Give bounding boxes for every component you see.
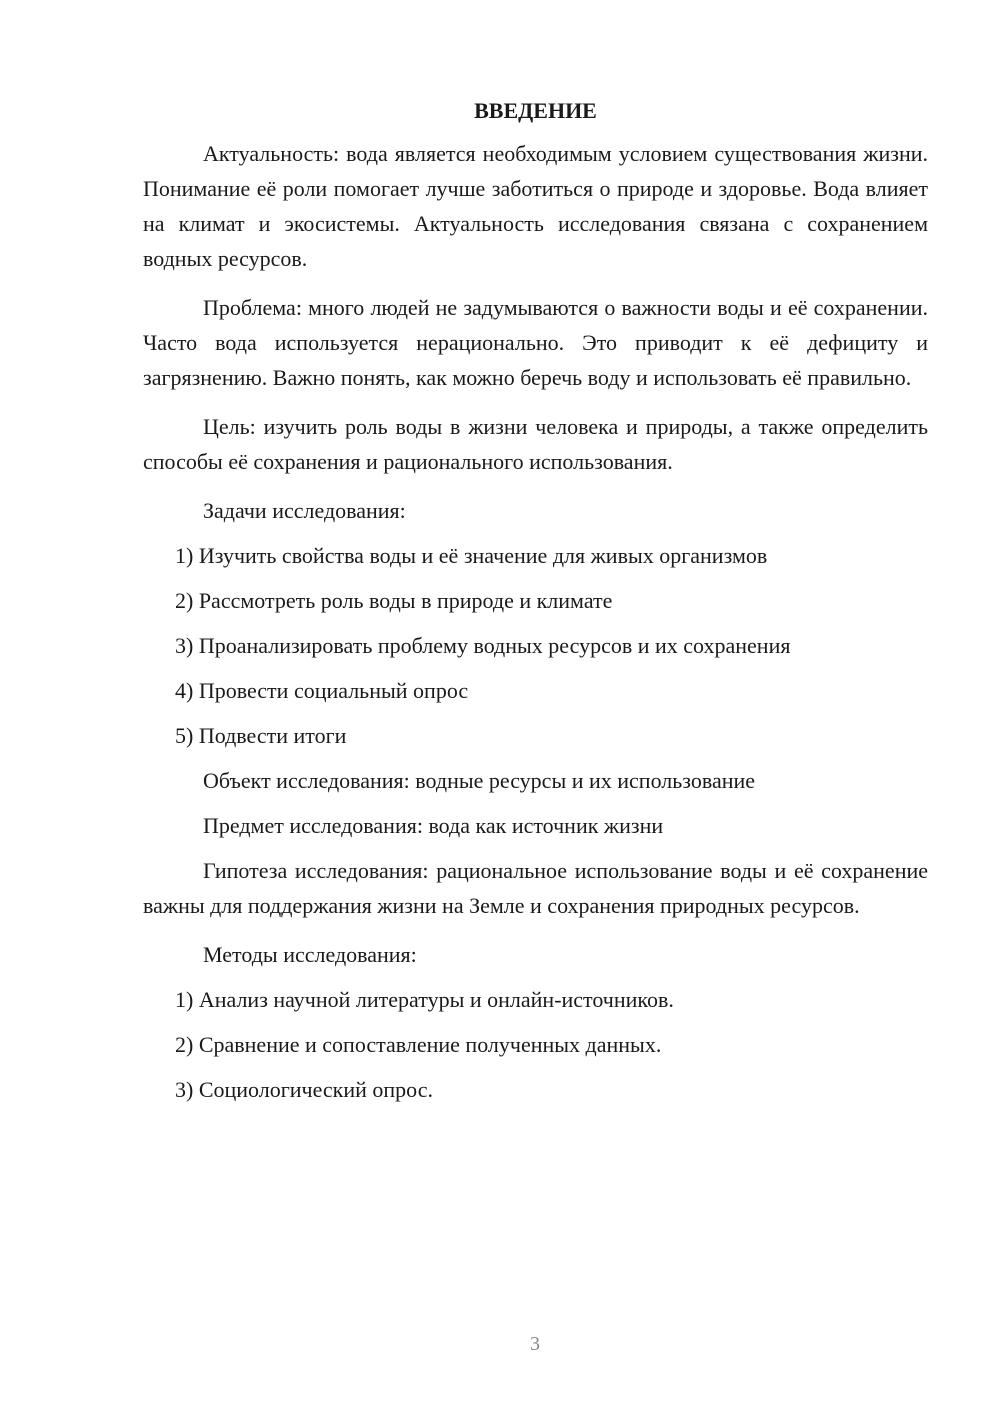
list-item: 3) Социологический опрос. [175,1077,433,1102]
relevance-paragraph: Актуальность: вода является необходимым условием существования жизни. Понимание её роли помогает лучше заботиться о природе и здоровье. Вода влияет на климат и экосистемы. Актуальность исследования связана с сохранением водных ресурсов. [143,141,928,271]
subject-line: Предмет исследования: вода как источник жизни [203,813,664,838]
tasks-list [143,538,928,753]
object-line: Объект исследования: водные ресурсы и их использование [203,768,756,793]
methods-heading: Методы исследования: [203,942,417,967]
list-item: 2) Сравнение и сопоставление полученных данных. [175,1032,662,1057]
goal-paragraph: Цель: изучить роль воды в жизни человека и природы, а также определить способы её сохранения и рационального использования. [143,414,928,474]
page-title: ВВЕДЕНИЕ [474,98,597,123]
list-item: 5) Подвести итоги [175,723,347,748]
list-item: 1) Анализ научной литературы и онлайн-источников. [175,987,674,1012]
methods-list [143,982,928,1107]
page-number: 3 [530,1333,540,1355]
hypothesis-paragraph: Гипотеза исследования: рациональное использование воды и её сохранение важны для поддержания жизни на Земле и сохранения природных ресурсов. [143,858,928,918]
list-item: 1) Изучить свойства воды и её значение для живых организмов [175,543,768,568]
list-item: 4) Провести социальный опрос [175,678,469,703]
page-content [143,96,928,1117]
tasks-heading: Задачи исследования: [203,498,406,523]
problem-paragraph: Проблема: много людей не задумываются о важности воды и её сохранении. Часто вода используется нерационально. Это приводит к её дефициту и загрязнению. Важно понять, как можно беречь воду и использовать её правильно. [143,295,928,390]
list-item: 2) Рассмотреть роль воды в природе и климате [175,588,613,613]
list-item: 3) Проанализировать проблему водных ресурсов и их сохранения [175,633,791,658]
